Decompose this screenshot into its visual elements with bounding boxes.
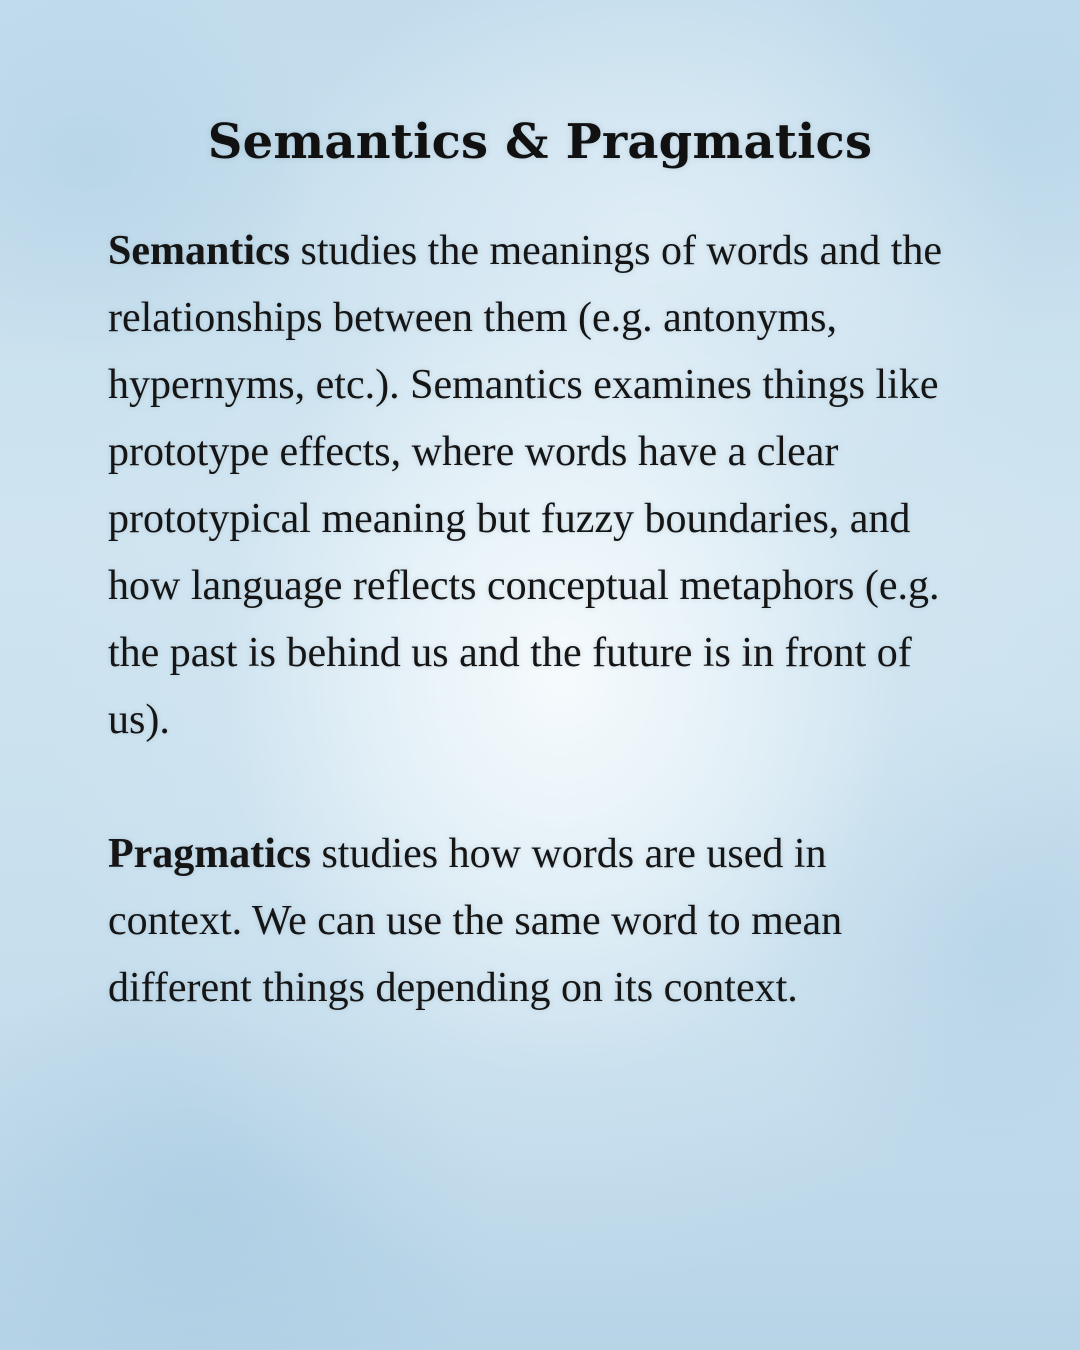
pragmatics-description: studies how words are used in context. We can use the same word to mean different things depending on its context. (108, 831, 843, 1011)
pragmatics-paragraph (108, 821, 970, 1022)
semantics-term: Semantics (108, 228, 290, 274)
pragmatics-term: Pragmatics (108, 831, 311, 877)
semantics-description: studies the meanings of words and the relationships between them (e.g. antonyms, hypernyms, etc.). Semantics examines things like prototype effects, where words have a clear prototypical meaning but fuzzy boundaries, and how language reflects conceptual metaphors (e.g. the past is behind us and the future is in front of us). (108, 228, 943, 743)
page-title: Semantics & Pragmatics (207, 114, 873, 170)
body-text (108, 218, 970, 1022)
semantics-paragraph (108, 218, 970, 754)
